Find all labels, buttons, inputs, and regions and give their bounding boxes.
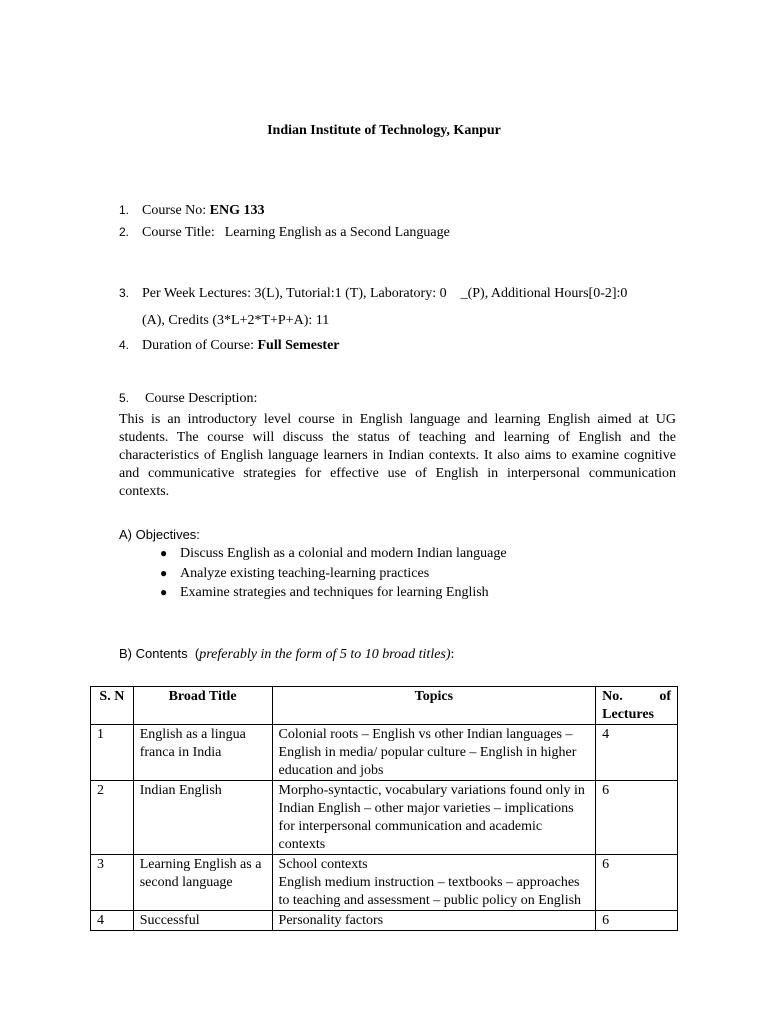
cell-lectures: 6 (596, 911, 678, 931)
cell-sn: 1 (91, 725, 134, 781)
weekly-hours-line (119, 286, 627, 302)
cell-topics: Colonial roots – English vs other Indian languages – English in media/ popular culture – English in higher education and jobs (272, 725, 596, 781)
cell-lectures: 6 (596, 781, 678, 855)
table-row (91, 725, 678, 781)
list-item: ● Discuss English as a colonial and modern Indian language (160, 544, 507, 564)
header-sn: S. N (91, 687, 134, 725)
document-title: Indian Institute of Technology, Kanpur (267, 123, 501, 138)
cell-title: English as a lingua franca in India (133, 725, 272, 781)
cell-topics: Personality factors (272, 911, 596, 931)
course-number-label: Course No: (142, 203, 210, 218)
course-number-value: ENG 133 (209, 203, 265, 218)
course-title-value: Learning English as a Second Language (224, 225, 450, 240)
cell-topics: School contexts English medium instruction – textbooks – approaches to teaching and assessment – public policy on English (272, 855, 596, 911)
objectives-list (160, 544, 507, 603)
course-description: This is an introductory level course in English language and learning English aimed at UG students. The course will discuss the status of teaching and learning of English and the characteristics of English language learners in Indian contexts. It also aims to examine cognitive and communicative strategies for effective use of English in interpersonal communication contexts. (119, 412, 676, 499)
table-row (91, 781, 678, 855)
item-number: 3. (119, 286, 130, 300)
course-title-line (119, 225, 450, 241)
description-heading-line (119, 391, 257, 407)
cell-sn: 3 (91, 855, 134, 911)
duration-value: Full Semester (257, 338, 340, 353)
table-row (91, 911, 678, 931)
cell-topics: Morpho-syntactic, vocabulary variations found only in Indian English – other major varieties – implications for interpersonal communication and academic contexts (272, 781, 596, 855)
cell-title: Learning English as a second language (133, 855, 272, 911)
weekly-hours-text: Per Week Lectures: 3(L), Tutorial:1 (T), Laboratory: 0 _(P), Additional Hours[0-2]:0 (142, 286, 628, 301)
list-item: ● Examine strategies and techniques for learning English (160, 583, 507, 603)
item-number: 5. (119, 391, 130, 405)
contents-table (90, 686, 678, 931)
header-lectures: No. of Lectures (596, 687, 678, 725)
bullet-icon: ● (160, 565, 168, 580)
cell-title: Indian English (133, 781, 272, 855)
table-row (91, 855, 678, 911)
course-number-line (119, 203, 265, 219)
cell-title: Successful (133, 911, 272, 931)
cell-sn: 2 (91, 781, 134, 855)
objectives-heading: A) Objectives: (119, 527, 200, 542)
bullet-icon: ● (160, 546, 168, 560)
bullet-icon: ● (160, 585, 168, 599)
header-broad-title: Broad Title (133, 687, 272, 725)
cell-lectures: 6 (596, 855, 678, 911)
cell-sn: 4 (91, 911, 134, 931)
duration-line (119, 338, 340, 354)
description-heading: Course Description: (145, 391, 258, 406)
item-number: 4. (119, 338, 130, 352)
contents-heading: B) Contents (preferably in the form of 5 to 10 broad titles): (119, 646, 455, 662)
item-number: 2. (119, 225, 130, 239)
table-header-row (91, 687, 678, 725)
item-number: 1. (119, 203, 130, 217)
cell-lectures: 4 (596, 725, 678, 781)
credits-text: (A), Credits (3*L+2*T+P+A): 11 (142, 313, 330, 328)
duration-label: Duration of Course: (142, 338, 258, 353)
header-topics: Topics (272, 687, 596, 725)
list-item: ● Analyze existing teaching-learning practices (160, 564, 507, 584)
course-title-label: Course Title: (142, 225, 215, 240)
